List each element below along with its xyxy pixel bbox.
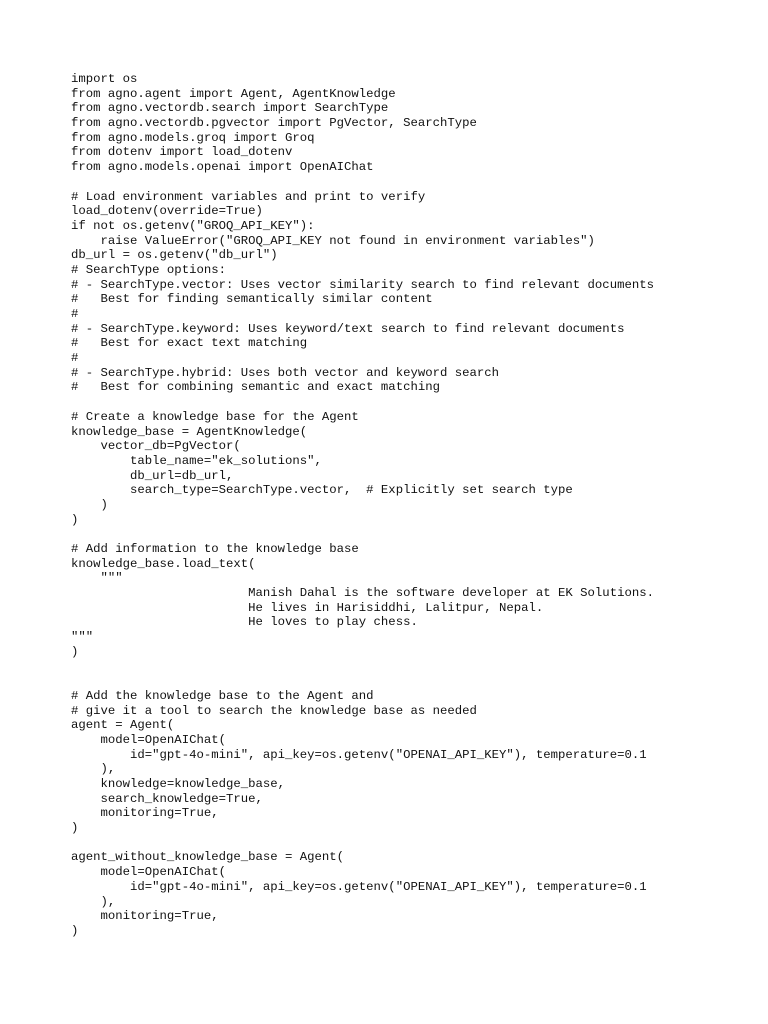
code-line: model=OpenAIChat( bbox=[71, 865, 226, 880]
code-line: He lives in Harisiddhi, Lalitpur, Nepal. bbox=[71, 600, 544, 615]
code-line: id="gpt-4o-mini", api_key=os.getenv("OPENAI_API_KEY"), temperature=0.1 bbox=[71, 747, 647, 762]
code-line: He loves to play chess. bbox=[71, 615, 418, 630]
code-line: # Best for combining semantic and exact matching bbox=[71, 380, 440, 395]
code-line: from agno.models.openai import OpenAIChat bbox=[71, 160, 374, 175]
code-line: vector_db=PgVector( bbox=[71, 439, 241, 454]
code-line: # Best for exact text matching bbox=[71, 336, 308, 351]
code-line bbox=[71, 527, 751, 542]
code-line: knowledge=knowledge_base, bbox=[71, 777, 286, 791]
code-line: """ bbox=[71, 630, 94, 645]
code-line bbox=[71, 175, 751, 190]
code-line: db_url = os.getenv("db_url") bbox=[71, 248, 278, 263]
code-line: # Best for finding semantically similar content bbox=[71, 292, 433, 307]
code-line: monitoring=True, bbox=[71, 909, 219, 924]
code-line: # Add information to the knowledge base bbox=[71, 542, 359, 556]
code-line: ), bbox=[71, 894, 116, 909]
code-line: from dotenv import load_dotenv bbox=[71, 145, 293, 160]
code-line: monitoring=True, bbox=[71, 806, 219, 821]
code-line: # - SearchType.hybrid: Uses both vector and keyword search bbox=[71, 365, 500, 380]
code-line: table_name="ek_solutions", bbox=[71, 453, 322, 468]
code-line: agent_without_knowledge_base = Agent( bbox=[71, 850, 345, 865]
code-line: # - SearchType.vector: Uses vector similarity search to find relevant documents bbox=[71, 277, 654, 292]
code-line: ) bbox=[71, 512, 79, 527]
code-line: knowledge_base = AgentKnowledge( bbox=[71, 424, 308, 439]
code-line: if not os.getenv("GROQ_API_KEY"): bbox=[71, 218, 315, 233]
code-line: # Add the knowledge base to the Agent and bbox=[71, 688, 374, 703]
code-line: db_url=db_url, bbox=[71, 468, 234, 483]
code-line: search_type=SearchType.vector, # Explicitly set search type bbox=[71, 483, 573, 498]
code-line: model=OpenAIChat( bbox=[71, 732, 226, 747]
code-line bbox=[71, 836, 751, 851]
code-line: # SearchType options: bbox=[71, 262, 226, 277]
code-line: agent = Agent( bbox=[71, 718, 175, 733]
code-line: # bbox=[71, 307, 79, 321]
code-line: search_knowledge=True, bbox=[71, 791, 263, 806]
code-line bbox=[71, 674, 751, 689]
code-line: # Create a knowledge base for the Agent bbox=[71, 409, 359, 424]
code-line: load_dotenv(override=True) bbox=[71, 204, 263, 219]
code-line bbox=[71, 395, 751, 410]
code-line: """ bbox=[71, 571, 123, 586]
code-line: ) bbox=[71, 923, 79, 938]
code-line: ) bbox=[71, 821, 79, 836]
code-line: from agno.vectordb.search import SearchType bbox=[71, 101, 389, 116]
code-line: # bbox=[71, 351, 79, 366]
code-line: from agno.models.groq import Groq bbox=[71, 130, 315, 145]
code-line: knowledge_base.load_text( bbox=[71, 556, 256, 571]
code-line: ), bbox=[71, 762, 116, 777]
code-line: id="gpt-4o-mini", api_key=os.getenv("OPENAI_API_KEY"), temperature=0.1 bbox=[71, 879, 647, 894]
code-line bbox=[71, 660, 751, 675]
code-line: # - SearchType.keyword: Uses keyword/text search to find relevant documents bbox=[71, 321, 625, 336]
code-line: # Load environment variables and print to verify bbox=[71, 189, 426, 204]
code-line: from agno.vectordb.pgvector import PgVector, SearchType bbox=[71, 116, 477, 131]
code-line: raise ValueError("GROQ_API_KEY not found in environment variables") bbox=[71, 233, 595, 248]
code-line: ) bbox=[71, 644, 79, 659]
code-line: import os bbox=[71, 72, 138, 86]
code-line: Manish Dahal is the software developer at EK Solutions. bbox=[71, 586, 654, 601]
code-line: # give it a tool to search the knowledge base as needed bbox=[71, 703, 477, 718]
code-block bbox=[71, 72, 751, 939]
code-line: from agno.agent import Agent, AgentKnowledge bbox=[71, 86, 396, 101]
code-line: ) bbox=[71, 497, 108, 512]
